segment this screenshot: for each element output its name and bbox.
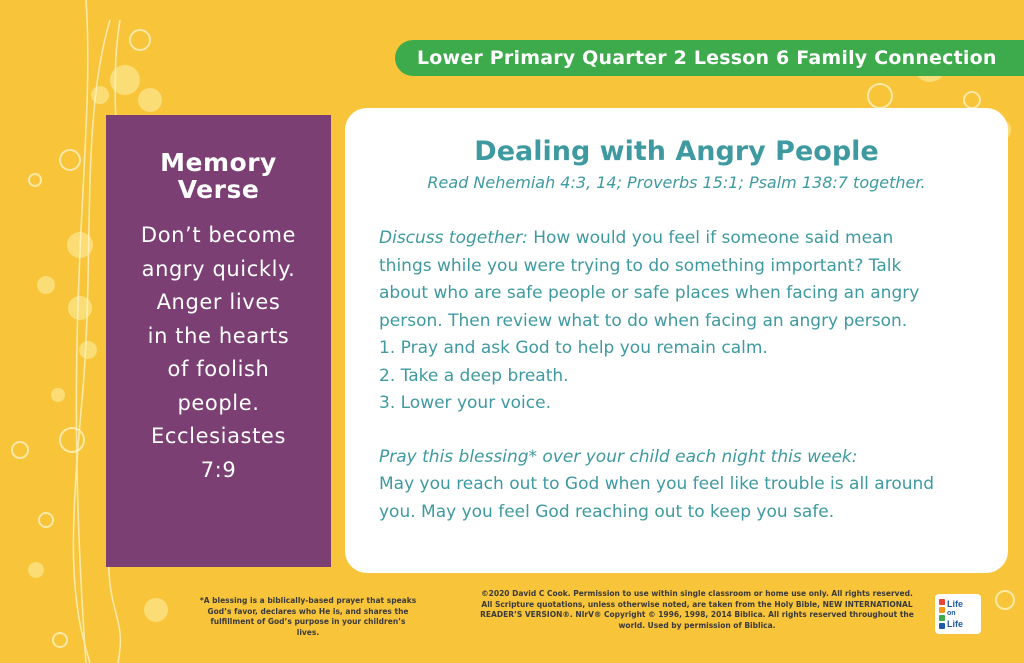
discuss-paragraph [379, 225, 991, 335]
memory-verse-heading [106, 149, 331, 203]
step-item: 2. Take a deep breath. [379, 365, 569, 386]
lesson-title: Dealing with Angry People [474, 136, 879, 167]
logo-word: on [947, 610, 956, 617]
copyright-line: world. Used by permission of Biblica. [618, 620, 776, 630]
discuss-label: Discuss together: [379, 228, 528, 248]
discuss-text: How would you feel if someone said mean [527, 228, 894, 248]
footnote-line: fulfillment of God’s purpose in your children’s lives. [210, 617, 406, 637]
discuss-line: about who are safe people or safe places when facing an angry [379, 283, 920, 303]
memory-verse-heading-line: Verse [177, 175, 260, 204]
step-item: 1. Pray and ask God to help you remain calm. [379, 338, 768, 358]
memory-verse-text [106, 219, 331, 420]
copyright-line: ©2020 David C Cook. Permission to use within single classroom or home use only. All rights reserved. [481, 589, 913, 598]
copyright-line: All Scripture quotations, unless otherwise noted, are taken from the Holy Bible, NEW INTERNATIONAL [481, 599, 913, 609]
memory-verse-line: of foolish [167, 357, 270, 381]
steps-list [379, 335, 991, 418]
memory-verse-line: Don’t become [140, 223, 297, 247]
discuss-line: person. Then review what to do when facing an angry person. [379, 310, 908, 331]
memory-verse-reference-line: Ecclesiastes [151, 424, 286, 448]
lesson-banner [395, 40, 1024, 76]
lesson-body [379, 225, 991, 526]
memory-verse-panel [106, 115, 331, 567]
banner-title: Lower Primary Quarter 2 Lesson 6 Family Connection [417, 47, 997, 69]
discuss-line: things while you were trying to do something important? Talk [379, 255, 902, 276]
blessing-line: May you reach out to God when you feel like trouble is all around [379, 474, 935, 494]
memory-verse-line: angry quickly. [141, 256, 296, 281]
memory-verse-heading-line: Memory [160, 148, 277, 177]
footnote-line: God’s favor, declares who He is, and shares the [207, 606, 409, 616]
blessing-line: you. May you feel God reaching out to keep you safe. [379, 501, 835, 522]
copyright-notice [462, 589, 932, 631]
blessing-paragraph [379, 444, 991, 527]
blessing-footnote [198, 596, 418, 638]
footnote-line: *A blessing is a biblically-based prayer that speaks [199, 596, 417, 605]
logo-word: Life [947, 599, 964, 609]
logo-word: Life [947, 619, 964, 629]
blessing-label [379, 444, 991, 472]
scripture-reading: Read Nehemiah 4:3, 14; Proverbs 15:1; Psalm 138:7 together. [427, 173, 926, 192]
lesson-card [345, 108, 1008, 573]
memory-verse-line: people. [177, 390, 260, 415]
copyright-line: READER’S VERSION®. NIrV® Copyright © 1996, 1998, 2014 Biblica. All rights reserved throughout the [480, 610, 914, 619]
logo-mark-icon [939, 598, 945, 630]
memory-verse-reference-line: 7:9 [200, 457, 237, 482]
spacer [379, 418, 991, 444]
memory-verse-line: Anger lives [156, 290, 281, 314]
blessing-label-text: Pray this blessing* over your child each night this week: [379, 446, 858, 467]
logo-text [947, 599, 963, 629]
discuss-line [379, 225, 991, 253]
life-on-life-logo [935, 594, 981, 634]
memory-verse-line: in the hearts [147, 323, 290, 348]
memory-verse-reference [106, 420, 331, 487]
step-item: 3. Lower your voice. [379, 393, 551, 413]
